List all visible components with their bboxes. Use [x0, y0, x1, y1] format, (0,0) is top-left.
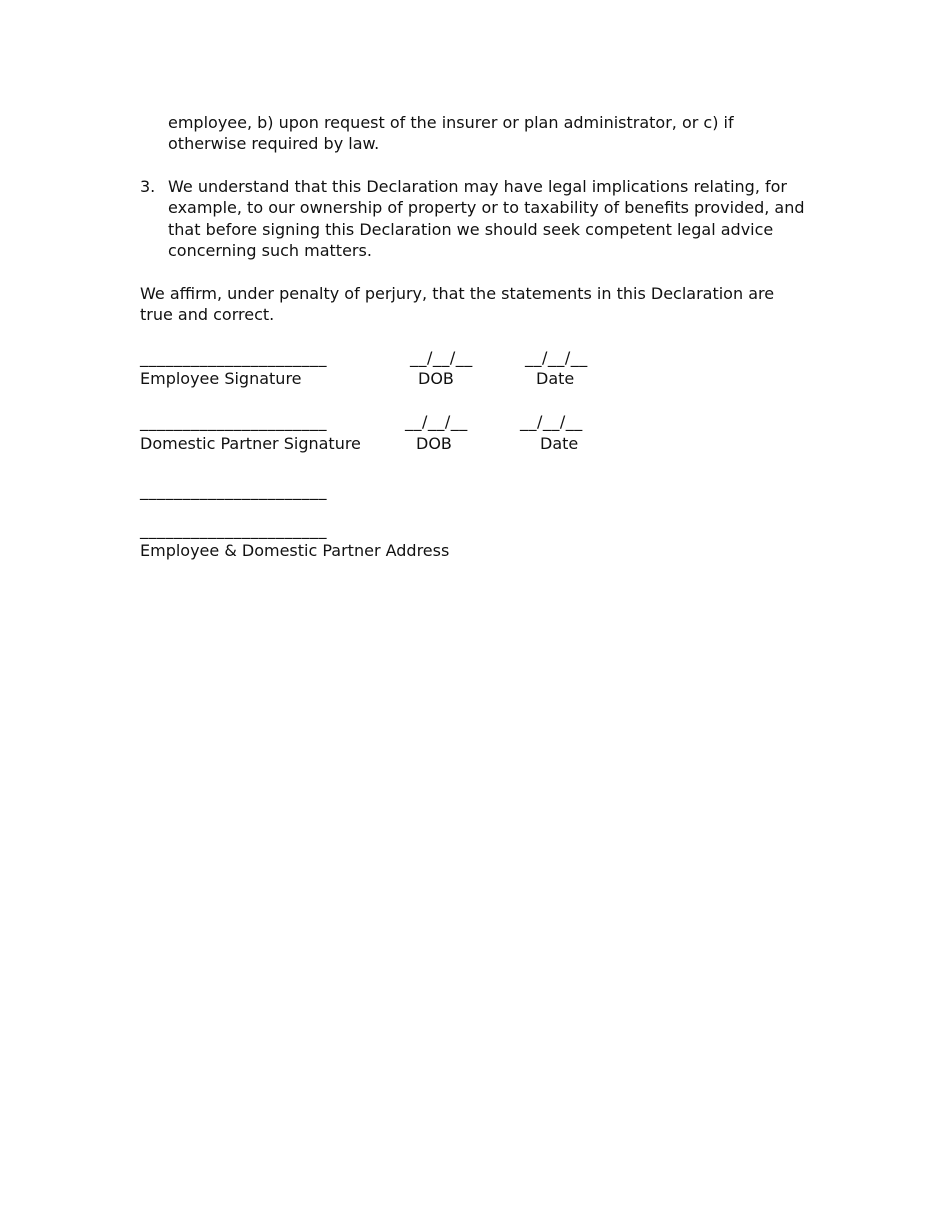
item2-line-2: otherwise required by law.: [168, 134, 380, 153]
item3-line-3: that before signing this Declaration we should seek competent legal advice: [168, 220, 774, 239]
employee-signature-label: Employee Signature: [140, 369, 302, 388]
employee-signature-blank: ______________________: [140, 348, 327, 367]
affirmation-line-2: true and correct.: [140, 305, 275, 324]
affirmation-line-1: We affirm, under penalty of perjury, that the statements in this Declaration are: [140, 284, 775, 303]
item3-number: 3.: [140, 177, 156, 196]
partner-date-blank: __/__/__: [520, 412, 583, 431]
partner-dob-blank: __/__/__: [405, 412, 468, 431]
employee-date-label: Date: [536, 369, 575, 388]
partner-date-label: Date: [540, 434, 579, 453]
address-line-2-blank: ______________________: [140, 520, 327, 539]
employee-dob-label: DOB: [418, 369, 454, 388]
partner-signature-blank: ______________________: [140, 412, 327, 431]
address-line-1-blank: ______________________: [140, 481, 327, 500]
item3-line-1: We understand that this Declaration may have legal implications relating, for: [168, 177, 787, 196]
partner-signature-label: Domestic Partner Signature: [140, 434, 361, 453]
item3-line-2: example, to our ownership of property or to taxability of benefits provided, and: [168, 198, 805, 217]
employee-date-blank: __/__/__: [525, 348, 588, 367]
item2-line-1: employee, b) upon request of the insurer or plan administrator, or c) if: [168, 113, 734, 132]
address-label: Employee & Domestic Partner Address: [140, 541, 450, 560]
employee-dob-blank: __/__/__: [410, 348, 473, 367]
item3-line-4: concerning such matters.: [168, 241, 372, 260]
partner-dob-label: DOB: [416, 434, 452, 453]
